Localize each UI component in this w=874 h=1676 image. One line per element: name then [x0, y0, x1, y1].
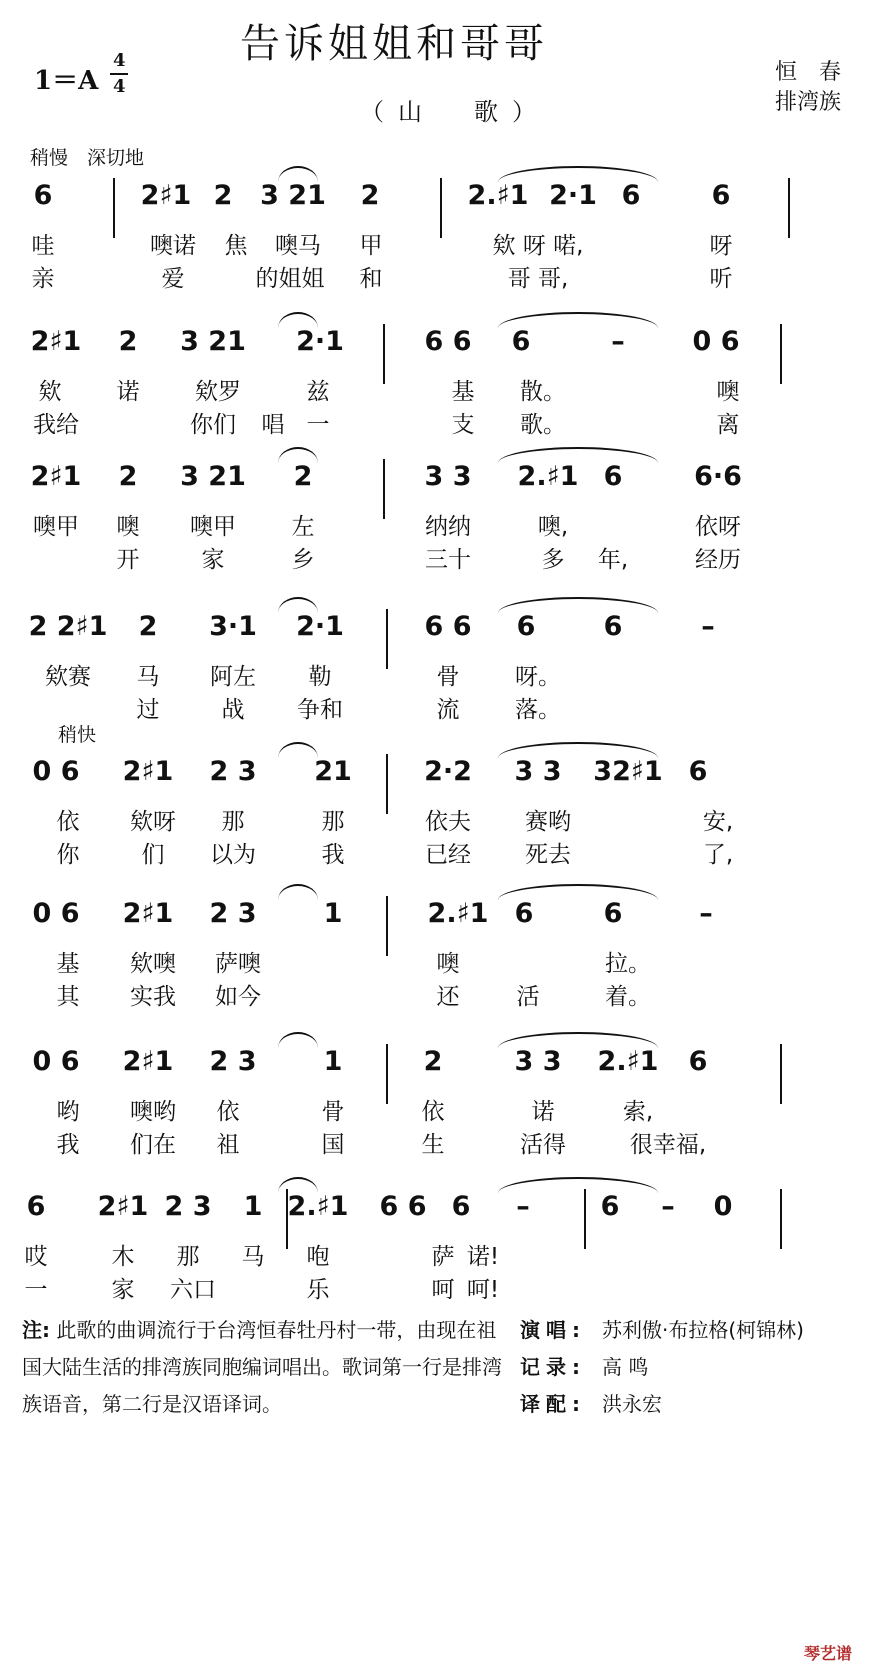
- lyric-word: 争和: [297, 697, 343, 723]
- lyric-word: 三十: [425, 547, 471, 573]
- time-signature-top: 4: [113, 50, 126, 71]
- time-signature-bottom: 4: [113, 76, 126, 97]
- note: 2·1: [296, 611, 344, 642]
- lyric-word: 听: [709, 266, 733, 292]
- lyric-word: 经历: [695, 547, 741, 573]
- lyric-word: 咆: [306, 1244, 330, 1270]
- lyric-word: 萨噢: [215, 951, 261, 977]
- note: 6: [514, 898, 534, 929]
- lyric-word: 活得: [520, 1132, 566, 1158]
- lyric-word: 安,: [702, 809, 734, 835]
- note: 6 6: [379, 1191, 427, 1222]
- note: 21: [314, 756, 352, 787]
- lyric-word: 呀。: [515, 664, 561, 690]
- lyric-word: 一: [24, 1277, 48, 1303]
- lyric-word: 我: [56, 1132, 80, 1158]
- note: –: [701, 611, 715, 642]
- lyrics-paiwan: [28, 803, 848, 833]
- lyric-word: 左: [291, 514, 315, 540]
- lyric-word: 们: [141, 842, 165, 868]
- note: 6: [33, 180, 53, 211]
- lyric-word: 勒: [308, 664, 332, 690]
- note: 2.♯1: [517, 461, 579, 492]
- note: –: [611, 326, 625, 357]
- lyric-word: 骨: [436, 664, 460, 690]
- time-signature-line: [110, 73, 128, 75]
- song-subtitle: （山 歌）: [360, 98, 550, 126]
- note: 6: [516, 611, 536, 642]
- staff-row-3: [28, 453, 848, 603]
- lyric-word: 欸呀: [130, 809, 176, 835]
- note: 2♯1: [97, 1191, 149, 1222]
- lyrics-paiwan: [28, 945, 848, 975]
- note: 6: [26, 1191, 46, 1222]
- lyric-word: 那: [176, 1244, 200, 1270]
- lyric-word: 落。: [515, 697, 561, 723]
- lyric-word: 欸噢: [130, 951, 176, 977]
- note: 6 6: [424, 326, 472, 357]
- watermark-logo: 琴艺谱: [803, 1644, 852, 1663]
- lyric-word: 依呀: [695, 514, 741, 540]
- staff-row-1: [28, 172, 848, 322]
- note: 6: [451, 1191, 471, 1222]
- lyric-word: 们在: [130, 1132, 176, 1158]
- lyric-word: 噢哟: [130, 1099, 176, 1125]
- lyric-word: 亲: [31, 266, 55, 292]
- note: 2: [118, 326, 138, 357]
- lyric-word: 哎: [24, 1244, 48, 1270]
- lyric-word: 其: [56, 984, 80, 1010]
- note: 2 3: [164, 1191, 212, 1222]
- lyric-word: 欸: [38, 379, 62, 405]
- note: 6: [603, 461, 623, 492]
- lyric-word: 了,: [702, 842, 734, 868]
- lyric-word: 祖: [216, 1132, 240, 1158]
- note: 0 6: [32, 1046, 80, 1077]
- lyric-word: 已经: [425, 842, 471, 868]
- lyric-word: 噢诺: [150, 233, 196, 259]
- lyric-word: 你: [56, 842, 80, 868]
- note: 2 3: [209, 1046, 257, 1077]
- note: 2 3: [209, 898, 257, 929]
- lyric-word: 爱: [161, 266, 185, 292]
- lyric-word: 呀: [709, 233, 733, 259]
- note: 3 21: [180, 326, 246, 357]
- lyric-word: 生: [421, 1132, 445, 1158]
- note: 2: [293, 461, 313, 492]
- lyric-word: 赛哟: [525, 809, 571, 835]
- note: –: [699, 898, 713, 929]
- lyrics-chinese: [28, 978, 848, 1008]
- lyric-word: 很幸福,: [629, 1132, 707, 1158]
- note: 2: [423, 1046, 443, 1077]
- note: 3 3: [514, 1046, 562, 1077]
- tempo-mark-1: 稍慢 深切地: [30, 147, 145, 169]
- note: 2♯1: [30, 326, 82, 357]
- lyric-word: 家: [201, 547, 225, 573]
- lyric-word: 诺: [531, 1099, 555, 1125]
- note: 0 6: [32, 756, 80, 787]
- lyric-word: 呵!: [466, 1277, 500, 1303]
- lyric-word: 过: [136, 697, 160, 723]
- lyric-word: 噢: [436, 951, 460, 977]
- lyric-word: 呵: [431, 1277, 455, 1303]
- staff-row-7: [28, 1038, 848, 1188]
- lyric-word: 依: [56, 809, 80, 835]
- lyric-word: 欸赛: [45, 664, 91, 690]
- credit-transcriber: 记录: 高 鸣: [520, 1355, 649, 1379]
- lyric-word: 乐: [306, 1277, 330, 1303]
- lyrics-chinese: [28, 541, 848, 571]
- lyric-word: 你们: [190, 412, 236, 438]
- note: 2.♯1: [287, 1191, 349, 1222]
- lyric-word: 的姐姐: [255, 266, 325, 292]
- lyric-word: 那: [321, 809, 345, 835]
- lyric-word: 支: [451, 412, 475, 438]
- lyric-word: 依: [216, 1099, 240, 1125]
- lyric-word: 纳纳: [425, 514, 471, 540]
- lyric-word: 我给: [33, 412, 79, 438]
- note: 6: [688, 756, 708, 787]
- lyric-word: 乡: [291, 547, 315, 573]
- lyric-word: 噢马: [275, 233, 321, 259]
- lyric-word: 我: [321, 842, 345, 868]
- lyric-word: 还: [436, 984, 460, 1010]
- credit-region: 恒 春: [775, 60, 842, 85]
- note: 1: [243, 1191, 263, 1222]
- note: 2.♯1: [427, 898, 489, 929]
- lyric-word: 萨: [431, 1244, 455, 1270]
- lyric-word: 哟: [56, 1099, 80, 1125]
- lyric-word: 欸罗: [195, 379, 241, 405]
- footnote: [22, 1312, 502, 1423]
- lyric-word: 诺!: [466, 1244, 500, 1270]
- lyric-word: 甲: [359, 233, 383, 259]
- note: –: [516, 1191, 530, 1222]
- lyric-word: 着。: [605, 984, 651, 1010]
- note: 2.♯1: [467, 180, 529, 211]
- lyric-word: 实我: [130, 984, 176, 1010]
- staff-row-8: [24, 1183, 848, 1333]
- lyric-word: 流: [436, 697, 460, 723]
- note: 1: [323, 1046, 343, 1077]
- note: 2: [213, 180, 233, 211]
- note: 2♯1: [140, 180, 192, 211]
- note: 3 3: [424, 461, 472, 492]
- lyric-word: 拉。: [605, 951, 651, 977]
- staff-row-2: [28, 318, 848, 468]
- note: 2: [360, 180, 380, 211]
- lyric-word: 和: [359, 266, 383, 292]
- lyric-word: 哥 哥,: [507, 266, 569, 292]
- lyric-word: 依: [421, 1099, 445, 1125]
- note: 2♯1: [122, 756, 174, 787]
- note: 2: [138, 611, 158, 642]
- lyrics-paiwan: [28, 1093, 848, 1123]
- lyric-word: 那: [221, 809, 245, 835]
- lyrics-paiwan: [28, 373, 848, 403]
- lyric-word: 家: [111, 1277, 135, 1303]
- lyric-word: 歌。: [520, 412, 566, 438]
- credit-translator: 译配: 洪永宏: [520, 1392, 662, 1416]
- song-title: 告诉姐姐和哥哥: [240, 21, 548, 67]
- lyric-word: 噢甲: [190, 514, 236, 540]
- note: –: [661, 1191, 675, 1222]
- lyric-word: 噢: [716, 379, 740, 405]
- footnote-label: 注:: [22, 1318, 50, 1342]
- note: 6: [603, 898, 623, 929]
- note: 2 3: [209, 756, 257, 787]
- lyric-word: 如今: [215, 984, 261, 1010]
- footnote-text: 此歌的曲调流行于台湾恒春牡丹村一带，由现在祖国大陆生活的排湾族同胞编词唱出。歌词第一行是排湾族语音，第二行是汉语译词。: [22, 1318, 502, 1416]
- lyric-word: 国: [321, 1132, 345, 1158]
- lyric-word: 焦: [224, 233, 248, 259]
- note: 3·1: [209, 611, 257, 642]
- note: 0: [713, 1191, 733, 1222]
- lyrics-chinese: [28, 260, 848, 290]
- lyric-word: 欸 呀 喏,: [492, 233, 584, 259]
- note: 32♯1: [593, 756, 663, 787]
- note: 2: [118, 461, 138, 492]
- lyric-word: 马: [136, 664, 160, 690]
- lyric-word: 依夫: [425, 809, 471, 835]
- lyrics-paiwan: [28, 227, 848, 257]
- note: 3 21: [180, 461, 246, 492]
- lyric-word: 六口: [170, 1277, 216, 1303]
- lyric-word: 多: [541, 547, 565, 573]
- lyric-word: 马: [241, 1244, 265, 1270]
- lyric-word: 战: [221, 697, 245, 723]
- lyrics-chinese: [28, 1126, 848, 1156]
- lyric-word: 哇: [31, 233, 55, 259]
- performer-credits: [520, 1312, 850, 1423]
- staff-row-4: [28, 603, 848, 753]
- note: 6·6: [694, 461, 742, 492]
- lyrics-chinese: [28, 836, 848, 866]
- note: 6: [621, 180, 641, 211]
- note: 1: [323, 898, 343, 929]
- lyric-word: 唱: [261, 412, 285, 438]
- lyric-word: 基: [56, 951, 80, 977]
- note: 3 21: [260, 180, 326, 211]
- note: 2·1: [296, 326, 344, 357]
- lyric-word: 索,: [622, 1099, 654, 1125]
- lyric-word: 开: [116, 547, 140, 573]
- note: 2 2♯1: [28, 611, 108, 642]
- note: 2·1: [549, 180, 597, 211]
- note: 6 6: [424, 611, 472, 642]
- lyric-word: 诺: [116, 379, 140, 405]
- lyrics-paiwan: [28, 658, 848, 688]
- note: 6: [600, 1191, 620, 1222]
- lyric-word: 以为: [210, 842, 256, 868]
- lyric-word: 活: [516, 984, 540, 1010]
- lyric-word: 骨: [321, 1099, 345, 1125]
- note: 0 6: [692, 326, 740, 357]
- note: 2·2: [424, 756, 472, 787]
- note: 6: [711, 180, 731, 211]
- lyric-word: 离: [716, 412, 740, 438]
- credit-singer: 演唱: 苏利傲·布拉格(柯锦林): [520, 1318, 804, 1342]
- key-signature: 1＝A: [34, 66, 99, 96]
- lyric-word: 死去: [525, 842, 571, 868]
- lyrics-chinese: [24, 1271, 848, 1303]
- note: 6: [688, 1046, 708, 1077]
- tempo-mark-2: 稍快: [58, 724, 97, 746]
- lyrics-paiwan: [24, 1238, 848, 1270]
- lyrics-chinese: [28, 406, 848, 436]
- slur-arc: [278, 166, 318, 182]
- note: 6: [511, 326, 531, 357]
- note: 2♯1: [122, 898, 174, 929]
- note: 6: [603, 611, 623, 642]
- note: 0 6: [32, 898, 80, 929]
- lyric-word: 阿左: [210, 664, 256, 690]
- lyric-word: 噢,: [537, 514, 569, 540]
- slur-arc: [498, 166, 658, 182]
- credit-ethnic-group: 排湾族: [775, 90, 842, 115]
- lyric-word: 一: [306, 412, 330, 438]
- staff-row-6: [28, 890, 848, 1040]
- lyric-word: 木: [111, 1244, 135, 1270]
- lyrics-paiwan: [28, 508, 848, 538]
- lyric-word: 年,: [597, 547, 629, 573]
- lyric-word: 兹: [306, 379, 330, 405]
- lyric-word: 噢甲: [33, 514, 79, 540]
- lyric-word: 噢: [116, 514, 140, 540]
- note: 2♯1: [30, 461, 82, 492]
- lyric-word: 散。: [520, 379, 566, 405]
- lyric-word: 基: [451, 379, 475, 405]
- staff-row-5: [28, 748, 848, 898]
- note: 2.♯1: [597, 1046, 659, 1077]
- lyrics-chinese: [28, 691, 848, 721]
- note: 2♯1: [122, 1046, 174, 1077]
- note: 3 3: [514, 756, 562, 787]
